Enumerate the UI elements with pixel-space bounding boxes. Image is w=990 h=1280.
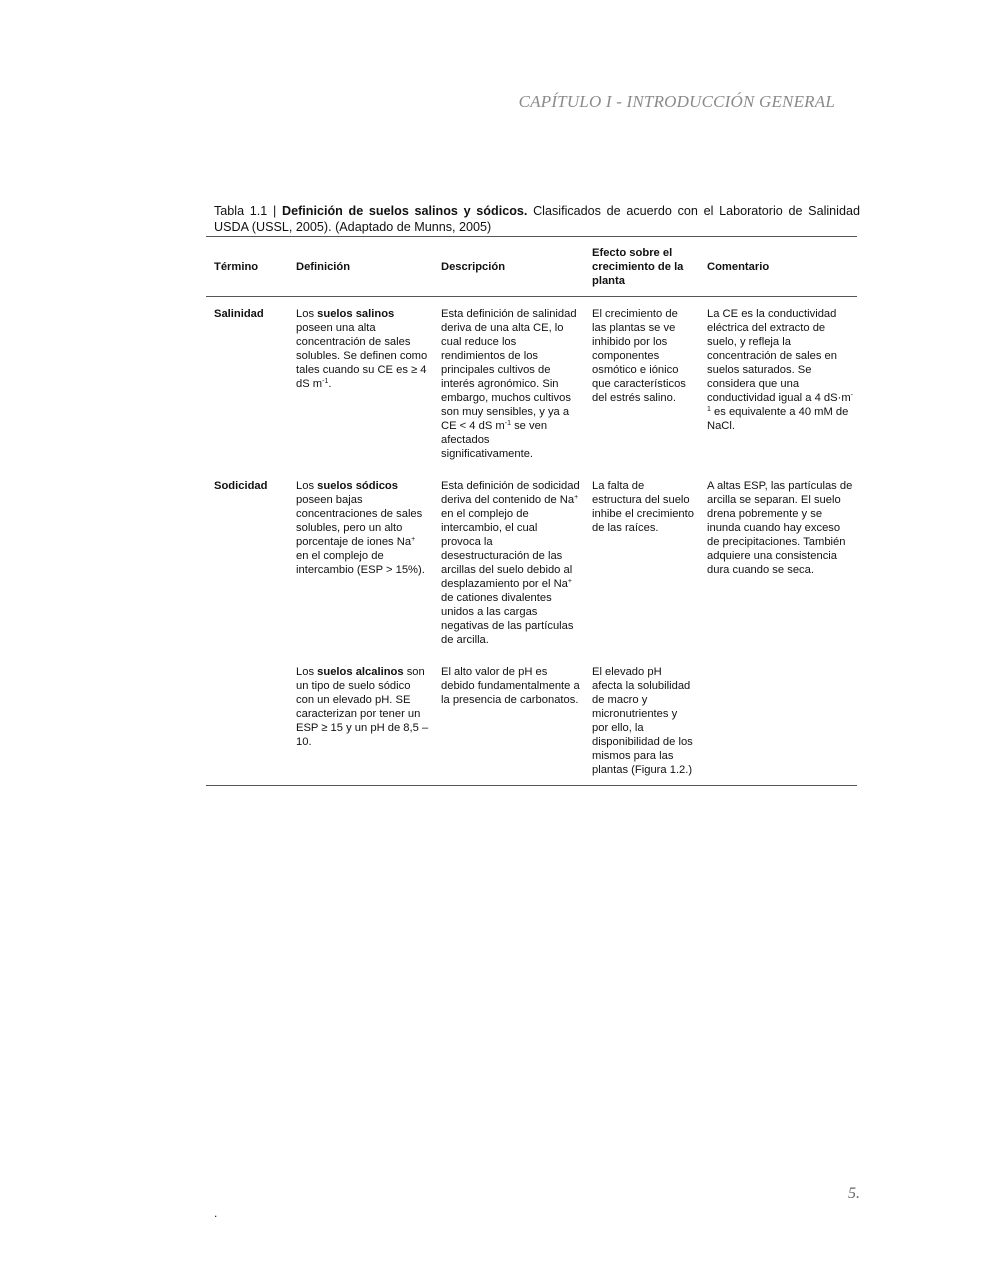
- cell-comment: A altas ESP, las partículas de arcilla se separan. El suelo drena pobremente y se inunda cuando hay exceso de precipitaciones. También adquiere una consistencia dura cuando se seca.: [707, 480, 853, 576]
- table-caption: [214, 204, 860, 235]
- caption-title: Definición de suelos salinos y sódicos.: [281, 204, 528, 218]
- cell-definition: Los suelos sódicos poseen bajas concentraciones de sales solubles, pero un alto porcentaje de iones Na+ en el complejo de intercambio (ESP > 15%).: [296, 480, 425, 576]
- cell-term: [206, 665, 288, 786]
- caption-label: Tabla 1.1 |: [214, 204, 282, 218]
- cell-description: Esta definición de salinidad deriva de una alta CE, lo cual reduce los rendimientos de los principales cultivos de interés agronómico. Sin embargo, muchos cultivos son muy sensibles, y ya a CE < 4 dS $m^{-1}$ se ven afectados significativamente.: [441, 308, 577, 460]
- cell-effect: El crecimiento de las plantas se ve inhibido por los componentes osmótico e iónico que característicos del estrés salino.: [592, 308, 686, 404]
- cell-comment: [699, 665, 857, 786]
- table-container: [206, 236, 857, 786]
- header-term: Término: [214, 260, 259, 273]
- soil-definition-table: [206, 236, 857, 786]
- footer-dot: .: [214, 1206, 218, 1220]
- table-row-salinidad: [206, 297, 857, 480]
- running-header: CAPÍTULO I - INTRODUCCIÓN GENERAL: [518, 92, 835, 111]
- header-comment: Comentario: [707, 260, 770, 273]
- cell-description: Esta definición de sodicidad deriva del contenido de Na+ en el complejo de intercambio, el cual provoca la desestructuración de las arcillas del suelo debido al desplazamiento por el Na+ de cationes divalentes unidos a las cargas negativas de las partículas de arcilla.: [441, 480, 580, 646]
- header-description: Descripción: [441, 260, 506, 273]
- cell-definition: Los suelos salinos poseen una alta concentración de sales solubles. Se definen como tales cuando su CE es ≥ 4 dS $m^{-1}$.: [296, 308, 428, 390]
- header-effect: Efecto sobre el crecimiento de la planta: [592, 246, 684, 287]
- cell-description: El alto valor de pH es debido fundamentalmente a la presencia de carbonatos.: [441, 666, 580, 706]
- header-definition: Definición: [296, 260, 351, 273]
- table-row-sodicidad: [206, 479, 857, 665]
- cell-comment: La CE es la conductividad eléctrica del extracto de suelo, y refleja la concentración de sales en suelos saturados. Se considera que una conductividad igual a 4 $dS\cdot m^{-1}$ es equivalente a 40 mM de NaCl.: [707, 308, 854, 432]
- table-row-alcalinos: [206, 665, 857, 786]
- cell-effect: La falta de estructura del suelo inhibe el crecimiento de las raíces.: [592, 480, 694, 534]
- cell-term: Salinidad: [214, 308, 264, 320]
- cell-term: Sodicidad: [214, 480, 268, 492]
- table-header-row: [206, 237, 857, 297]
- cell-effect: El elevado pH afecta la solubilidad de macro y micronutrientes y por ello, la disponibilidad de los mismos para las plantas (Figura 1.2.): [592, 666, 693, 776]
- cell-definition: Los suelos alcalinos son un tipo de suelo sódico con un elevado pH. SE caracterizan por tener un ESP ≥ 15 y un pH de 8,5 – 10.: [296, 666, 429, 748]
- caption-text: Clasificados de acuerdo con el Laboratorio de Salinidad USDA (USSL, 2005). (Adaptado de Munns, 2005): [214, 204, 860, 234]
- page-number: 5.: [848, 1185, 860, 1202]
